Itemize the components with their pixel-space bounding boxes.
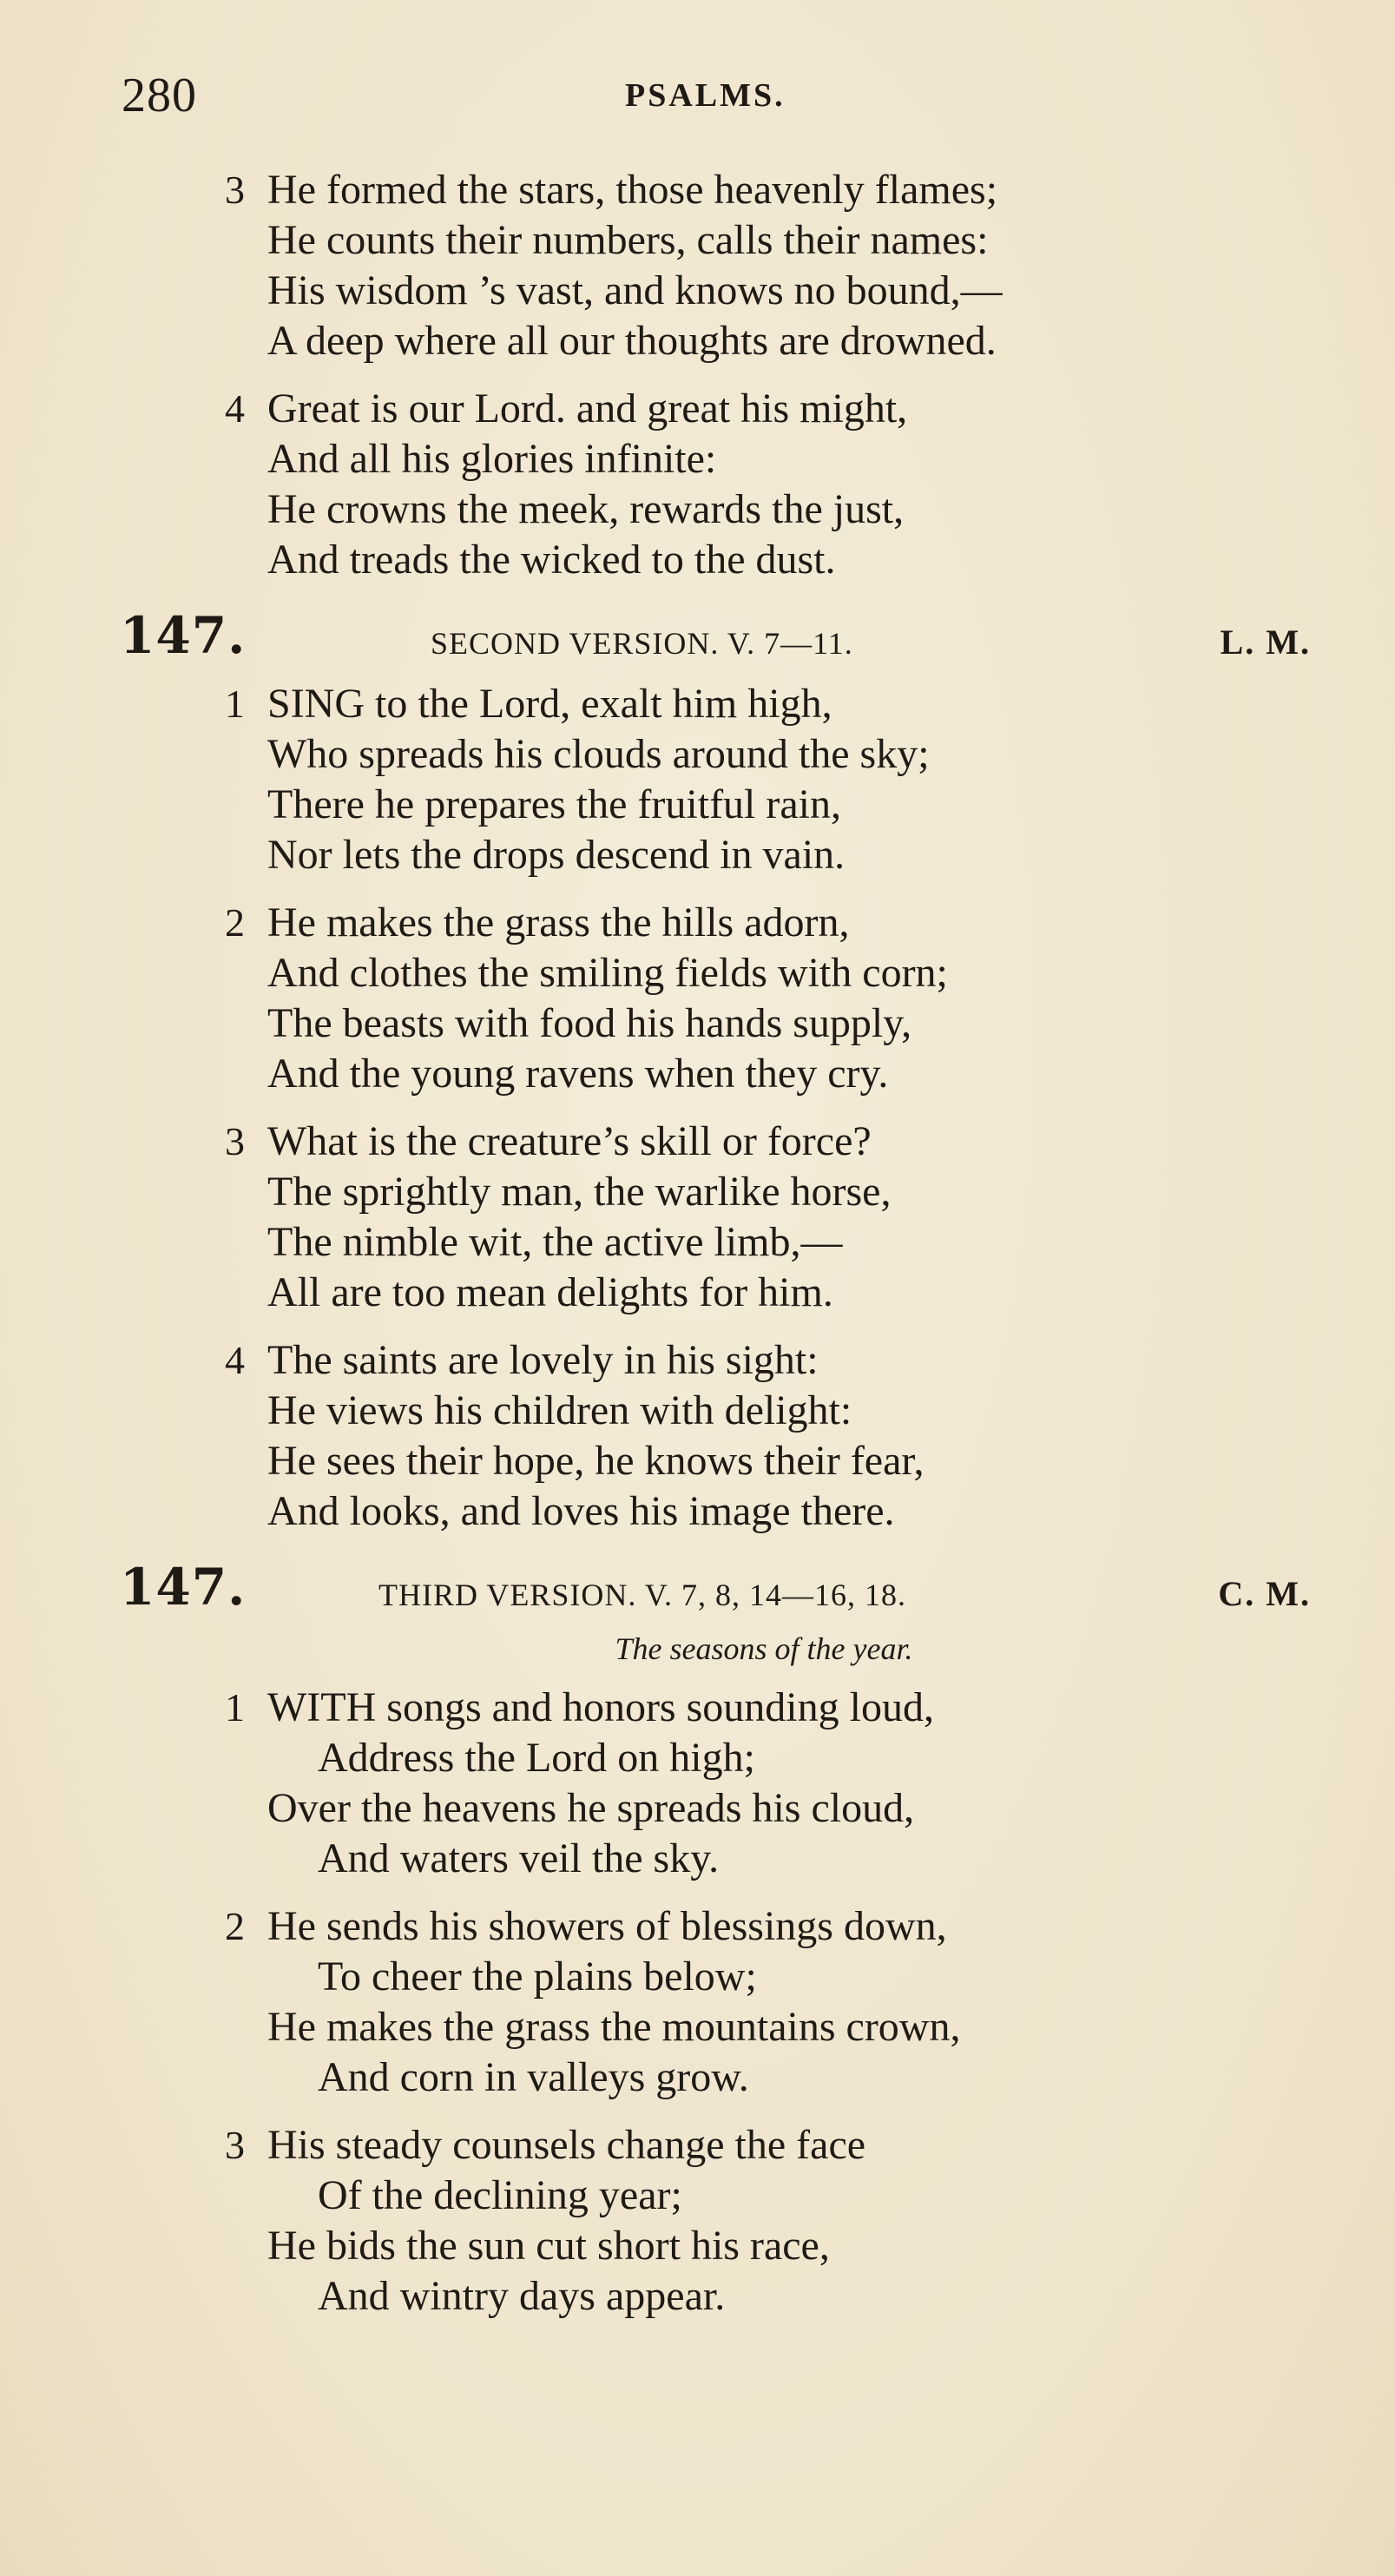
verse-line: And all his glories infinite: <box>267 436 717 482</box>
verse-line: The sprightly man, the warlike horse, <box>267 1169 892 1215</box>
verse-line: The beasts with food his hands supply, <box>267 1000 912 1046</box>
hymn-number: 147. <box>120 606 247 665</box>
stanza-number: 3 <box>225 168 245 212</box>
stanza <box>217 898 1311 1099</box>
stanza <box>217 165 1311 366</box>
stanza-number: 1 <box>225 682 245 726</box>
meter-label: C. M. <box>1218 1574 1311 1613</box>
version-label: THIRD VERSION. V. 7, 8, 14—16, 18. <box>378 1578 907 1612</box>
stanza <box>217 2120 1311 2322</box>
verse-line: To cheer the plains below; <box>318 1953 757 2000</box>
page-header <box>122 68 1302 128</box>
hymn-number: 147. <box>120 1558 247 1617</box>
verse-line: Over the heavens he spreads his cloud, <box>267 1785 915 1831</box>
verse-line: Nor lets the drops descend in vain. <box>267 832 846 878</box>
verse-line: And wintry days appear. <box>318 2273 726 2319</box>
verse-line: And treads the wicked to the dust. <box>267 537 836 583</box>
verse-line: Of the declining year; <box>318 2172 682 2218</box>
hymn-heading <box>120 606 1311 674</box>
verse-line: Great is our Lord. and great his might, <box>267 385 908 432</box>
page-number: 280 <box>122 69 197 122</box>
stanza-number: 3 <box>225 1119 245 1163</box>
verse-line: His wisdom ’s vast, and knows no bound,— <box>267 267 1003 313</box>
stanza <box>217 384 1311 585</box>
stanza-list <box>217 679 1311 1537</box>
verse-line: Address the Lord on high; <box>318 1735 755 1781</box>
running-head: PSALMS. <box>625 77 786 114</box>
verse-line: He crowns the meek, rewards the just, <box>267 486 905 532</box>
verse-line: And waters veil the sky. <box>318 1835 720 1881</box>
stanza-number: 4 <box>225 1338 245 1382</box>
verse-line: He makes the grass the mountains crown, <box>267 2004 961 2050</box>
verse-line: His steady counsels change the face <box>267 2122 866 2168</box>
stanza <box>217 679 1311 880</box>
verse-line: SING to the Lord, exalt him high, <box>267 681 832 727</box>
hymn-heading <box>120 1558 1311 1625</box>
stanza-list <box>217 1683 1311 2322</box>
verse-line: He makes the grass the hills adorn, <box>267 899 850 945</box>
verse-line: Who spreads his clouds around the sky; <box>267 731 930 777</box>
verse-line: And corn in valleys grow. <box>318 2054 749 2100</box>
stanza <box>217 1335 1311 1537</box>
verse-line: A deep where all our thoughts are drowned. <box>267 318 997 364</box>
verse-line: He views his children with delight: <box>267 1387 852 1433</box>
verse-line: What is the creature’s skill or force? <box>267 1118 872 1164</box>
stanza <box>217 1117 1311 1318</box>
verse-line: He sees their hope, he knows their fear, <box>267 1438 925 1484</box>
verse-line: There he prepares the fruitful rain, <box>267 781 842 827</box>
page-body <box>120 165 1311 2339</box>
stanza-number: 3 <box>225 2123 245 2167</box>
stanza <box>217 1683 1311 1884</box>
meter-label: L. M. <box>1220 623 1311 662</box>
verse-line: The nimble wit, the active limb,— <box>267 1219 843 1265</box>
verse-line: He bids the sun cut short his race, <box>267 2223 830 2269</box>
hymn-147-second-version <box>120 606 1311 1537</box>
stanza-number: 4 <box>225 386 245 431</box>
version-label: SECOND VERSION. V. 7—11. <box>431 626 853 661</box>
verse-line: WITH songs and honors sounding loud, <box>267 1684 934 1730</box>
verse-line: And looks, and loves his image there. <box>267 1488 895 1534</box>
verse-line: He sends his showers of blessings down, <box>267 1903 947 1949</box>
stanza-number: 1 <box>225 1685 245 1729</box>
stanza <box>217 1901 1311 2103</box>
verse-line: The saints are lovely in his sight: <box>267 1337 819 1383</box>
verse-line: He counts their numbers, calls their names: <box>267 217 989 263</box>
verse-line: He formed the stars, those heavenly flames; <box>267 167 998 213</box>
verse-line: All are too mean delights for him. <box>267 1269 833 1315</box>
hymn-subtitle: The seasons of the year. <box>615 1631 913 1666</box>
stanza-number: 2 <box>225 900 245 945</box>
verse-line: And the young ravens when they cry. <box>267 1051 889 1097</box>
hymn-147-third-version <box>120 1558 1311 2322</box>
stanza-number: 2 <box>225 1904 245 1948</box>
verse-line: And clothes the smiling fields with corn; <box>267 950 948 996</box>
continued-hymn <box>217 165 1311 585</box>
